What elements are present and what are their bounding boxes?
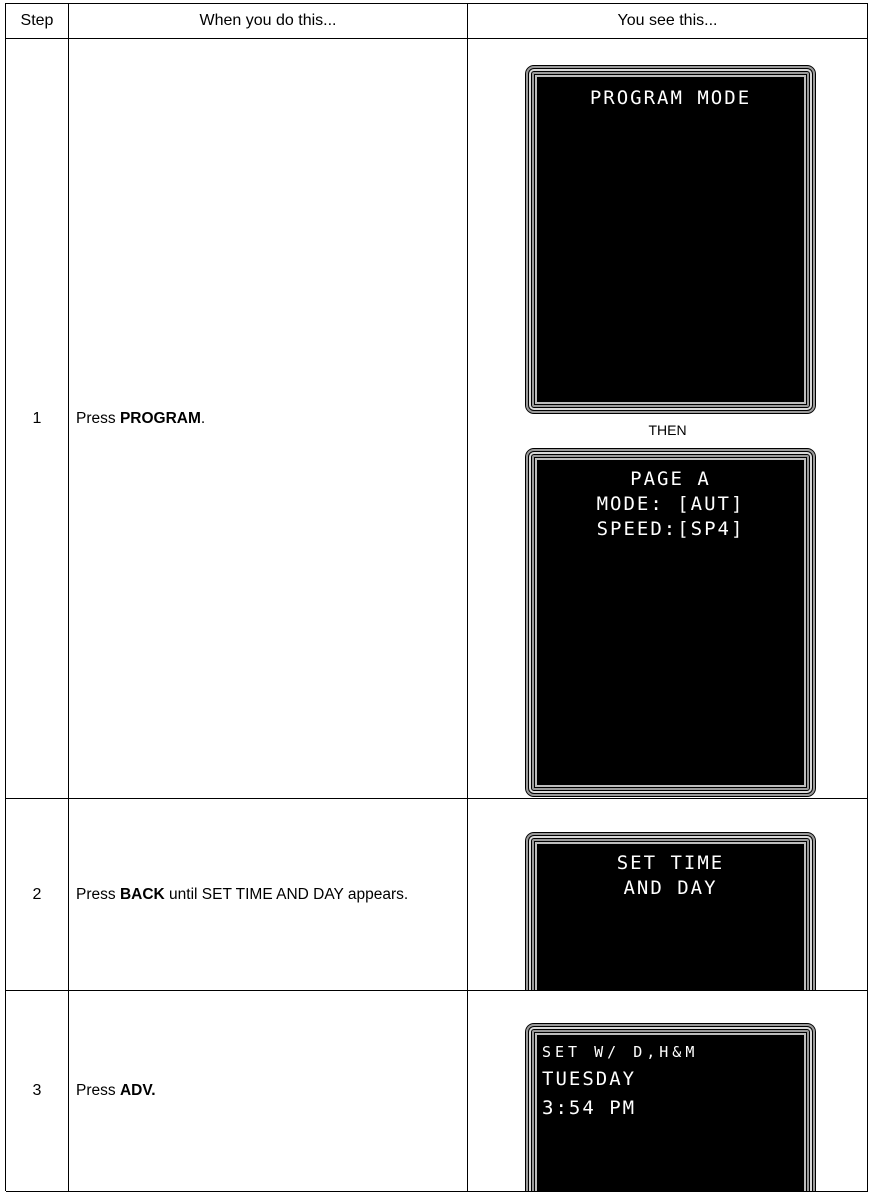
step-number-text: 3	[32, 1082, 42, 1099]
action-text	[76, 410, 205, 428]
lcd-screen	[542, 1038, 801, 1192]
step-number-text: 1	[32, 409, 42, 427]
step-number	[6, 991, 69, 1192]
header-step: Step	[6, 4, 69, 39]
lcd-line: SET W/ D,H&M	[542, 1043, 699, 1061]
step-number	[6, 799, 69, 991]
lcd-display	[525, 65, 816, 414]
instruction-table	[5, 3, 868, 1191]
lcd-screen	[540, 80, 801, 399]
action-prefix: Press	[76, 409, 120, 427]
header-action: When you do this...	[69, 4, 468, 39]
lcd-line: SPEED:[SP4]	[596, 518, 745, 540]
action-key: PROGRAM	[119, 409, 201, 427]
action-key: ADV.	[119, 1082, 156, 1099]
action-cell	[69, 799, 468, 991]
action-text	[76, 1082, 156, 1100]
table-row	[6, 799, 868, 991]
table-header-row	[6, 4, 868, 39]
result-cell	[468, 991, 868, 1192]
lcd-screen	[540, 847, 801, 991]
action-suffix: .	[200, 409, 206, 427]
lcd-line: PROGRAM MODE	[589, 87, 752, 109]
lcd-display	[525, 1023, 816, 1192]
step-number-text: 2	[32, 885, 42, 903]
action-prefix: Press	[76, 1082, 120, 1099]
action-text	[76, 886, 408, 904]
lcd-line: TUESDAY	[542, 1068, 637, 1090]
action-cell	[69, 991, 468, 1192]
lcd-line: PAGE A	[630, 468, 711, 490]
lcd-display	[525, 832, 816, 991]
result-cell	[468, 799, 868, 991]
action-key: BACK	[119, 885, 165, 903]
lcd-line: 3:54 PM	[542, 1097, 637, 1119]
lcd-line: MODE: [AUT]	[596, 493, 745, 515]
action-prefix: Press	[76, 885, 120, 903]
then-label: THEN	[648, 422, 687, 438]
table-row	[6, 39, 868, 799]
step-number	[6, 39, 69, 799]
result-cell	[468, 39, 868, 799]
lcd-display	[525, 448, 816, 797]
lcd-line: SET TIME	[616, 852, 725, 874]
table-row	[6, 991, 868, 1192]
lcd-screen	[540, 463, 801, 782]
header-result: You see this...	[468, 4, 868, 39]
lcd-line: AND DAY	[623, 877, 718, 899]
action-cell	[69, 39, 468, 799]
action-suffix: until SET TIME AND DAY appears.	[164, 885, 409, 903]
